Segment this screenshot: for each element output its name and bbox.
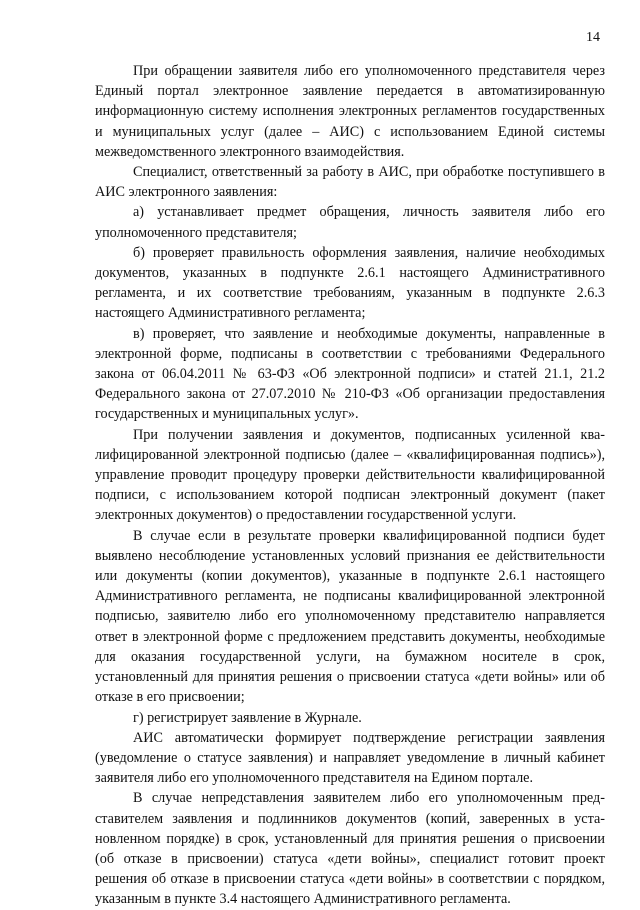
paragraph-non-submission: В случае непредставления заявителем либо его уполномоченным представителем заявления и подлинников документов (копий, заверенных в установленном порядке) в срок, установленный для принятия решения о присвоении (об отказе в присвоении) статуса «дети войны», специалист готовит проект решения об отказе в присвоении статуса «дети войны» в соответствии с порядком, указанным в пункте 3.4 настоящего Административного регламента. — [95, 790, 605, 908]
paragraph-qualified-signature: При получении заявления и документов, подписанных усиленной квалифицированной электронной подписью (далее – «квалифицированная подпись»), управление проводит процедуру проверки действительности квалифицированной подписи, с использованием которой подписан электронный документ (пакет электронных документов) о предоставлении государственной услуги. — [95, 426, 605, 524]
paragraph-portal-submission: При обращении заявителя либо его уполномоченного представителя через Единый портал электронное заявление передается в автоматизированную информационную систему исполнения электронных регламентов государственных и муниципальных услуг (далее – АИС) с использованием Единой системы межведомственного электронного взаимодействия. — [95, 63, 605, 160]
page-number: 14 — [586, 30, 600, 45]
paragraph-item-c: в) проверяет, что заявление и необходимые документы, направленные в электронной форме, подписаны в соответствии с требованиями Федерального закона от 06.04.2011 № 63-ФЗ «Об электронной подписи» и статей 21.1, 21.2 Федерального закона от 27.07.2010 № 210-ФЗ «Об организации предоставления государственных и муниципальных услуг». — [95, 325, 605, 423]
document-body — [95, 61, 605, 910]
paragraph-item-b: б) проверяет правильность оформления заявления, наличие необходимых документов, указанных в подпункте 2.6.1 настоящего Административного регламента, и их соответствие требованиям, указанным в подпункте 2.6.3 настоящего Административного регламента; — [95, 244, 605, 322]
paragraph-item-a: а) устанавливает предмет обращения, личность заявителя либо его уполномоченного представителя; — [95, 204, 605, 241]
paragraph-specialist-intro: Специалист, ответственный за работу в АИС, при обработке поступившего в АИС электронного заявления: — [95, 164, 605, 201]
paragraph-item-d: г) регистрирует заявление в Журнале. — [133, 709, 362, 726]
paragraph-ais-notification: АИС автоматически формирует подтверждение регистрации заявления (уведомление о статусе заявления) и направляет уведомление в личный кабинет заявителя либо его уполномоченного представителя на Едином портале. — [95, 729, 605, 787]
paragraph-signature-failure: В случае если в результате проверки квалифицированной подписи будет выявлено несоблюдение установленных условий признания ее действительности или документы (копии документов), указанные в подпункте 2.6.1 настоящего Административного регламента, не подписаны квалифицированной электронной подписью, заявителю либо его уполномоченному представителю направляется ответ в электронной форме с предложением представить документы, необходимые для оказания государственной услуги, на бумажном носителе в срок, установленный для принятия решения о присвоении статуса «дети войны» или об отказе в его присвоении; — [95, 527, 605, 706]
